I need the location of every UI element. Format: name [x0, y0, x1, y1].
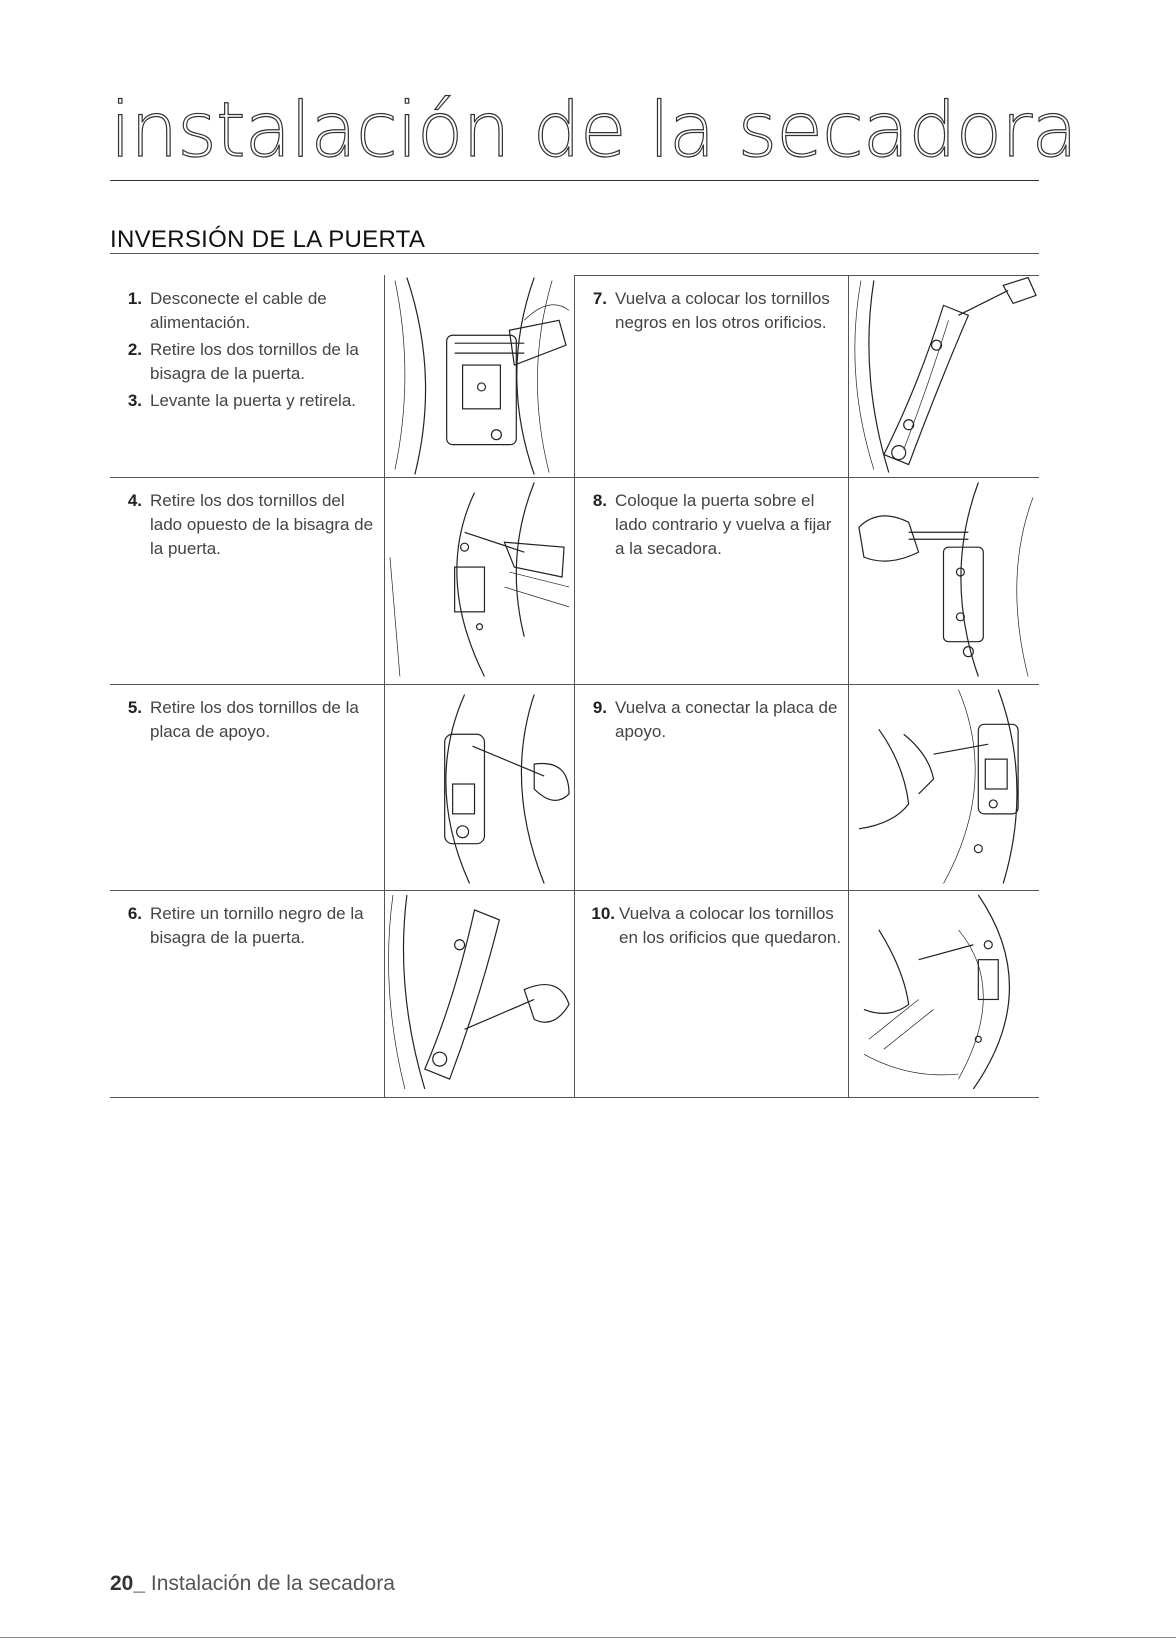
illustration-remove-black-screw	[384, 890, 574, 1098]
illustration-backing-plate-reconnect	[848, 684, 1039, 890]
illustration-hinge-screws	[384, 275, 574, 477]
step-text-cell-9	[574, 684, 848, 890]
step-text-cell-7	[574, 275, 848, 477]
bottom-rule	[0, 1637, 1176, 1638]
section-heading: INVERSIÓN DE LA PUERTA	[110, 226, 426, 253]
step-text: Coloque la puerta sobre el lado contrario y vuelva a fijar a la secadora.	[615, 491, 832, 558]
page-number: 20_	[110, 1572, 146, 1595]
step-5	[110, 696, 384, 744]
step-text: Desconecte el cable de alimentación.	[150, 289, 327, 332]
step-text-cell-5	[110, 684, 384, 890]
step-text: Vuelva a colocar los tornillos en los orificios que quedaron.	[619, 904, 842, 947]
step-text-cell-10	[574, 890, 848, 1098]
step-list	[110, 890, 384, 950]
step-text-cell-4	[110, 477, 384, 684]
step-list	[110, 275, 384, 413]
step-9	[575, 696, 848, 744]
hinge-screws-drawing	[385, 275, 574, 477]
step-number: 9.	[592, 698, 607, 717]
opposite-side-screws-drawing	[385, 477, 574, 684]
replace-screws-drawing	[849, 890, 1039, 1097]
row-divider	[574, 275, 1039, 276]
page-title: instalación de la secadora	[110, 85, 1077, 174]
step-text: Retire un tornillo negro de la bisagra de la puerta.	[150, 904, 364, 947]
step-list	[110, 684, 384, 744]
step-6	[110, 902, 384, 950]
step-8	[575, 489, 848, 561]
section-rule	[110, 253, 1039, 254]
step-text: Vuelva a colocar los tornillos negros en los otros orificios.	[615, 289, 830, 332]
step-number: 1.	[127, 289, 142, 308]
step-number: 6.	[127, 904, 142, 923]
row-divider	[110, 684, 1039, 685]
step-list	[575, 684, 848, 744]
step-number: 10.	[591, 904, 615, 923]
step-text: Retire los dos tornillos de la bisagra de la puerta.	[150, 340, 359, 383]
row-divider	[110, 477, 1039, 478]
remove-black-screw-drawing	[385, 890, 574, 1097]
illustration-backing-plate-screws	[384, 684, 574, 890]
step-text: Vuelva a conectar la placa de apoyo.	[615, 698, 838, 741]
step-number: 3.	[127, 391, 142, 410]
illustration-replace-screws	[848, 890, 1039, 1098]
title-rule	[110, 180, 1039, 181]
step-list	[110, 477, 384, 561]
step-number: 2.	[127, 340, 142, 359]
step-list	[575, 477, 848, 561]
step-7	[575, 287, 848, 335]
step-number: 5.	[127, 698, 142, 717]
step-3	[110, 389, 384, 413]
step-text-cell-6	[110, 890, 384, 1098]
step-list	[575, 275, 848, 335]
illustration-hinge-black-screws	[848, 275, 1039, 477]
step-4	[110, 489, 384, 561]
step-text: Retire los dos tornillos del lado opuesto de la bisagra de la puerta.	[150, 491, 374, 558]
footer-section-title: Instalación de la secadora	[145, 1572, 395, 1595]
step-number: 7.	[592, 289, 607, 308]
door-reattach-drawing	[849, 477, 1039, 684]
steps-grid	[110, 275, 1039, 1098]
step-number: 8.	[592, 491, 607, 510]
backing-plate-reconnect-drawing	[849, 684, 1039, 890]
step-10	[575, 902, 848, 950]
step-text-cell-8	[574, 477, 848, 684]
step-text: Retire los dos tornillos de la placa de apoyo.	[150, 698, 359, 741]
step-text-cell-1-3	[110, 275, 384, 477]
step-number: 4.	[127, 491, 142, 510]
step-2	[110, 338, 384, 386]
illustration-opposite-side-screws	[384, 477, 574, 684]
hinge-black-screws-drawing	[849, 275, 1039, 477]
step-list	[575, 890, 848, 950]
step-1	[110, 287, 384, 335]
illustration-door-reattach	[848, 477, 1039, 684]
row-divider	[110, 890, 1039, 891]
step-text: Levante la puerta y retirela.	[150, 391, 357, 410]
backing-plate-screws-drawing	[385, 684, 574, 890]
page-footer	[110, 1572, 395, 1596]
